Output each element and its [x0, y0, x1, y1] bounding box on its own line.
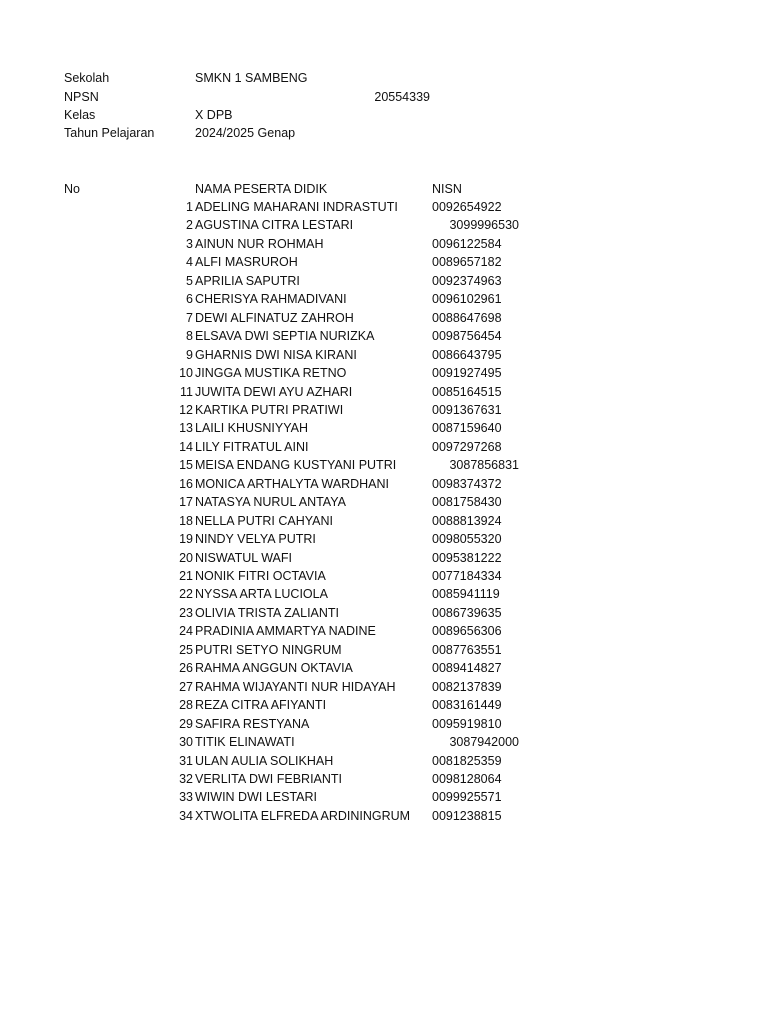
table-row: [0, 770, 768, 788]
student-name-cell[interactable]: ELSAVA DWI SEPTIA NURIZKA: [195, 329, 375, 343]
student-name-cell[interactable]: JUWITA DEWI AYU AZHARI: [195, 385, 353, 399]
npsn-label[interactable]: NPSN: [64, 90, 99, 104]
row-number-cell[interactable]: 30: [179, 735, 193, 749]
student-name-cell[interactable]: XTWOLITA ELFREDA ARDININGRUM: [195, 809, 411, 823]
school-label[interactable]: Sekolah: [64, 71, 110, 85]
student-name-cell[interactable]: GHARNIS DWI NISA KIRANI: [195, 348, 357, 362]
student-name-cell[interactable]: APRILIA SAPUTRI: [195, 274, 300, 288]
nisn-cell[interactable]: 0089656306: [432, 624, 502, 638]
nisn-cell[interactable]: 0077184334: [432, 569, 502, 583]
nisn-cell[interactable]: 0098374372: [432, 477, 502, 491]
nisn-cell[interactable]: 0095381222: [432, 551, 502, 565]
nisn-cell[interactable]: 0096122584: [432, 237, 502, 251]
nisn-cell[interactable]: 0091927495: [432, 366, 502, 380]
column-header-no[interactable]: No: [64, 182, 80, 196]
table-row: [0, 696, 768, 714]
table-row: [0, 567, 768, 585]
student-name-cell[interactable]: PUTRI SETYO NINGRUM: [195, 643, 342, 657]
table-row: [0, 604, 768, 622]
row-number-cell[interactable]: 8: [186, 329, 193, 343]
row-number-cell[interactable]: 12: [179, 403, 193, 417]
row-number-cell[interactable]: 31: [179, 754, 193, 768]
table-row: [0, 512, 768, 530]
student-name-cell[interactable]: CHERISYA RAHMADIVANI: [195, 292, 347, 306]
student-name-cell[interactable]: ALFI MASRUROH: [195, 255, 298, 269]
nisn-cell[interactable]: 0087159640: [432, 421, 502, 435]
student-name-cell[interactable]: NYSSA ARTA LUCIOLA: [195, 587, 328, 601]
column-header-nisn[interactable]: NISN: [432, 182, 462, 196]
nisn-cell[interactable]: 0082137839: [432, 680, 502, 694]
nisn-cell[interactable]: 0086739635: [432, 606, 502, 620]
student-name-cell[interactable]: RAHMA WIJAYANTI NUR HIDAYAH: [195, 680, 396, 694]
row-number-cell[interactable]: 29: [179, 717, 193, 731]
nisn-cell[interactable]: 0089414827: [432, 661, 502, 675]
nisn-cell[interactable]: 0086643795: [432, 348, 502, 362]
row-number-cell[interactable]: 10: [179, 366, 193, 380]
row-number-cell[interactable]: 18: [179, 514, 193, 528]
table-row: [0, 438, 768, 456]
student-name-cell[interactable]: NONIK FITRI OCTAVIA: [195, 569, 326, 583]
table-row: [0, 475, 768, 493]
row-number-cell[interactable]: 2: [186, 218, 193, 232]
row-number-cell[interactable]: 19: [179, 532, 193, 546]
row-number-cell[interactable]: 21: [179, 569, 193, 583]
year-value[interactable]: 2024/2025 Genap: [195, 126, 296, 140]
row-number-cell[interactable]: 14: [179, 440, 193, 454]
table-row: [0, 678, 768, 696]
table-row: [0, 235, 768, 253]
row-number-cell[interactable]: 5: [186, 274, 193, 288]
school-value[interactable]: SMKN 1 SAMBENG: [195, 71, 308, 85]
student-name-cell[interactable]: NISWATUL WAFI: [195, 551, 292, 565]
row-number-cell[interactable]: 23: [179, 606, 193, 620]
table-row: [0, 585, 768, 603]
student-name-cell[interactable]: NATASYA NURUL ANTAYA: [195, 495, 346, 509]
student-name-cell[interactable]: LAILI KHUSNIYYAH: [195, 421, 309, 435]
row-number-cell[interactable]: 32: [179, 772, 193, 786]
student-name-cell[interactable]: JINGGA MUSTIKA RETNO: [195, 366, 347, 380]
student-name-cell[interactable]: LILY FITRATUL AINI: [195, 440, 309, 454]
column-header-name[interactable]: NAMA PESERTA DIDIK: [195, 182, 328, 196]
table-row: [0, 216, 768, 234]
row-number-cell[interactable]: 9: [186, 348, 193, 362]
table-row: [0, 733, 768, 751]
nisn-cell[interactable]: 0092374963: [432, 274, 502, 288]
class-value[interactable]: X DPB: [195, 108, 233, 122]
npsn-value[interactable]: 20554339: [374, 90, 430, 104]
nisn-cell[interactable]: 0096102961: [432, 292, 502, 306]
table-row: [0, 346, 768, 364]
nisn-cell[interactable]: 0099925571: [432, 790, 502, 804]
row-number-cell[interactable]: 16: [179, 477, 193, 491]
student-name-cell[interactable]: RAHMA ANGGUN OKTAVIA: [195, 661, 353, 675]
student-name-cell[interactable]: NELLA PUTRI CAHYANI: [195, 514, 334, 528]
student-name-cell[interactable]: NINDY VELYA PUTRI: [195, 532, 316, 546]
table-row: [0, 641, 768, 659]
student-name-cell[interactable]: OLIVIA TRISTA ZALIANTI: [195, 606, 340, 620]
year-label[interactable]: Tahun Pelajaran: [64, 126, 155, 140]
table-row: [0, 715, 768, 733]
nisn-cell[interactable]: 0091367631: [432, 403, 502, 417]
nisn-cell[interactable]: 0085941119: [432, 587, 500, 601]
table-row: [0, 752, 768, 770]
table-row: [0, 807, 768, 825]
student-name-cell[interactable]: VERLITA DWI FEBRIANTI: [195, 772, 343, 786]
student-name-cell[interactable]: KARTIKA PUTRI PRATIWI: [195, 403, 344, 417]
year-row: [0, 124, 768, 142]
student-name-cell[interactable]: MONICA ARTHALYTA WARDHANI: [195, 477, 390, 491]
table-row: [0, 253, 768, 271]
row-number-cell[interactable]: 1: [186, 200, 193, 214]
row-number-cell[interactable]: 15: [179, 458, 193, 472]
student-name-cell[interactable]: DEWI ALFINATUZ ZAHROH: [195, 311, 354, 325]
student-name-cell[interactable]: ULAN AULIA SOLIKHAH: [195, 754, 334, 768]
table-row: [0, 309, 768, 327]
class-label[interactable]: Kelas: [64, 108, 96, 122]
student-name-cell[interactable]: MEISA ENDANG KUSTYANI PUTRI: [195, 458, 397, 472]
student-name-cell[interactable]: WIWIN DWI LESTARI: [195, 790, 317, 804]
nisn-cell[interactable]: 3087856831: [449, 458, 519, 472]
row-number-cell[interactable]: 34: [179, 809, 193, 823]
student-name-cell[interactable]: ADELING MAHARANI INDRASTUTI: [195, 200, 398, 214]
nisn-cell[interactable]: 3087942000: [449, 735, 519, 749]
table-row: [0, 622, 768, 640]
row-number-cell[interactable]: 4: [186, 255, 193, 269]
table-row: [0, 659, 768, 677]
table-row: [0, 383, 768, 401]
row-number-cell[interactable]: 13: [179, 421, 193, 435]
nisn-cell[interactable]: 0083161449: [432, 698, 502, 712]
row-number-cell[interactable]: 33: [179, 790, 193, 804]
table-row: [0, 493, 768, 511]
row-number-cell[interactable]: 6: [186, 292, 193, 306]
row-number-cell[interactable]: 7: [186, 311, 193, 325]
table-header-row: [0, 180, 768, 198]
nisn-cell[interactable]: 0091238815: [432, 809, 502, 823]
row-number-cell[interactable]: 28: [179, 698, 193, 712]
nisn-cell[interactable]: 3099996530: [449, 218, 519, 232]
table-row: [0, 272, 768, 290]
table-row: [0, 364, 768, 382]
table-row: [0, 530, 768, 548]
row-number-cell[interactable]: 25: [179, 643, 193, 657]
table-row: [0, 290, 768, 308]
row-number-cell[interactable]: 3: [186, 237, 193, 251]
table-row: [0, 456, 768, 474]
nisn-cell[interactable]: 0089657182: [432, 255, 502, 269]
row-number-cell[interactable]: 20: [179, 551, 193, 565]
nisn-cell[interactable]: 0095919810: [432, 717, 502, 731]
student-name-cell[interactable]: AINUN NUR ROHMAH: [195, 237, 324, 251]
nisn-cell[interactable]: 0085164515: [432, 385, 502, 399]
nisn-cell[interactable]: 0097297268: [432, 440, 502, 454]
school-row: [0, 69, 768, 87]
row-number-cell[interactable]: 26: [179, 661, 193, 675]
nisn-cell[interactable]: 0087763551: [432, 643, 502, 657]
student-name-cell[interactable]: REZA CITRA AFIYANTI: [195, 698, 327, 712]
npsn-row: [0, 88, 768, 106]
nisn-cell[interactable]: 0088647698: [432, 311, 502, 325]
row-number-cell[interactable]: 27: [179, 680, 193, 694]
student-name-cell[interactable]: PRADINIA AMMARTYA NADINE: [195, 624, 376, 638]
nisn-cell[interactable]: 0081825359: [432, 754, 502, 768]
table-row: [0, 401, 768, 419]
nisn-cell[interactable]: 0088813924: [432, 514, 502, 528]
table-row: [0, 549, 768, 567]
student-name-cell[interactable]: AGUSTINA CITRA LESTARI: [195, 218, 354, 232]
nisn-cell[interactable]: 0092654922: [432, 200, 502, 214]
row-number-cell[interactable]: 24: [179, 624, 193, 638]
nisn-cell[interactable]: 0098756454: [432, 329, 502, 343]
nisn-cell[interactable]: 0098128064: [432, 772, 502, 786]
nisn-cell[interactable]: 0081758430: [432, 495, 502, 509]
table-row: [0, 198, 768, 216]
row-number-cell[interactable]: 11: [180, 385, 193, 399]
row-number-cell[interactable]: 22: [179, 587, 193, 601]
table-row: [0, 788, 768, 806]
student-name-cell[interactable]: SAFIRA RESTYANA: [195, 717, 310, 731]
table-row: [0, 419, 768, 437]
student-name-cell[interactable]: TITIK ELINAWATI: [195, 735, 295, 749]
table-row: [0, 327, 768, 345]
row-number-cell[interactable]: 17: [179, 495, 193, 509]
class-row: [0, 106, 768, 124]
nisn-cell[interactable]: 0098055320: [432, 532, 502, 546]
